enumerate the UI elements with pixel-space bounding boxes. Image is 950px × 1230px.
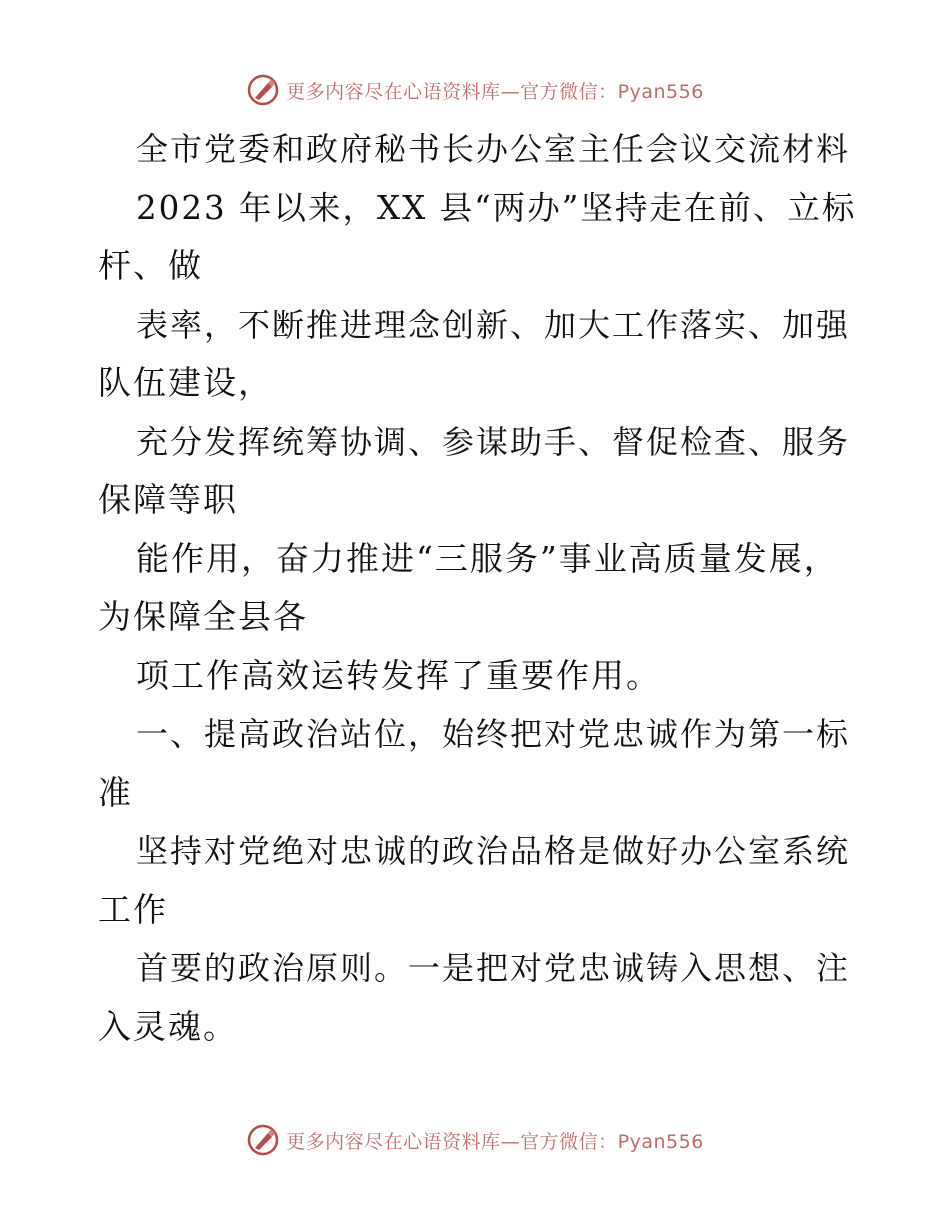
document-body xyxy=(98,120,858,1056)
pen-nib-seal-icon xyxy=(246,73,280,107)
header-watermark xyxy=(0,70,950,110)
watermark-text: 更多内容尽在心语资料库—官方微信：Pyan556 xyxy=(286,80,704,103)
text-line: 充分发挥统筹协调、参谋助手、督促检查、服务 xyxy=(136,422,851,461)
text-line: 坚持对党绝对忠诚的政治品格是做好办公室系统 xyxy=(136,832,851,870)
text-line: 杆、做 xyxy=(98,246,203,285)
text-line: 项工作高效运转发挥了重要作用。 xyxy=(136,655,661,695)
watermark-text: 更多内容尽在心语资料库—官方微信：Pyan556 xyxy=(286,1130,704,1153)
text-line: 为保障全县各 xyxy=(98,597,308,636)
text-line: 一、提高政治站位，始终把对党忠诚作为第一标 xyxy=(136,715,851,753)
text-line: 保障等职 xyxy=(98,480,238,519)
text-line: 队伍建设， xyxy=(98,363,273,402)
text-line: 表率，不断推进理念创新、加大工作落实、加强 xyxy=(136,305,851,344)
text-line: 全市党委和政府秘书长办公室主任会议交流材料 xyxy=(136,130,851,168)
text-line: 入灵魂。 xyxy=(98,1006,238,1046)
text-line: 工作 xyxy=(98,889,168,929)
footer-watermark xyxy=(0,1120,950,1160)
text-line: 首要的政治原则。一是把对党忠诚铸入思想、注 xyxy=(136,949,851,987)
text-line: 能作用，奋力推进“三服务”事业高质量发展， xyxy=(136,538,839,578)
pen-nib-seal-icon xyxy=(246,1123,280,1157)
text-line: 2023 年以来，XX 县“两办”坚持走在前、立标 xyxy=(136,188,857,227)
text-line: 准 xyxy=(98,772,133,812)
